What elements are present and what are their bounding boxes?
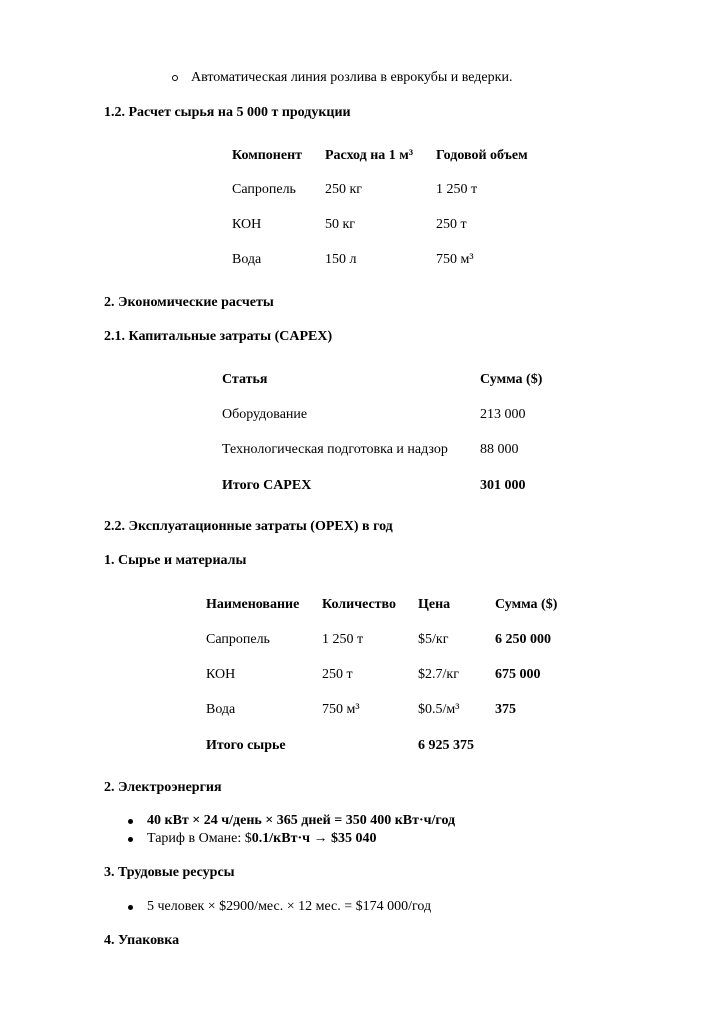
subheading-labor: 3. Трудовые ресурсы (104, 865, 235, 880)
table-header-cell: Статья (222, 372, 268, 387)
electricity-line-2 (147, 830, 377, 848)
table-cell: Вода (206, 702, 236, 717)
electricity-tariff-prefix: Тариф в Омане: $ (147, 831, 252, 846)
intro-bullet-text: Автоматическая линия розлива в еврокубы и ведерки. (191, 70, 513, 85)
table-cell: Оборудование (222, 407, 308, 422)
table-total-value: 6 925 375 (418, 738, 474, 753)
labor-line: 5 человек × $2900/мес. × 12 мес. = $174 000/год (147, 899, 432, 914)
bullet-icon (128, 905, 133, 910)
bullet-icon (128, 837, 133, 842)
table-cell: $5/кг (418, 632, 449, 647)
section-heading-2-1: 2.1. Капитальные затраты (CAPEX) (104, 329, 333, 344)
table-cell: Сапропель (206, 632, 270, 647)
table-cell: 750 м³ (436, 252, 474, 267)
subheading-packaging: 4. Упаковка (104, 933, 180, 948)
table-cell: Вода (232, 252, 262, 267)
table-cell: $2.7/кг (418, 667, 459, 682)
table-cell: Сапропель (232, 182, 296, 197)
table-cell: 750 м³ (322, 702, 360, 717)
table-cell: 150 л (325, 252, 357, 267)
table-total-label: Итого сырье (206, 738, 286, 753)
table-cell: 50 кг (325, 217, 356, 232)
table-header-cell: Компонент (232, 148, 303, 163)
table-header-cell: Сумма ($) (480, 372, 543, 387)
bullet-icon (128, 819, 133, 824)
table-header-cell: Количество (322, 597, 397, 612)
table-cell: 250 т (436, 217, 467, 232)
table-cell: 213 000 (480, 407, 526, 422)
table-cell: КОН (206, 667, 236, 682)
table-total-cell: Итого CAPEX (222, 478, 312, 493)
table-cell: 88 000 (480, 442, 519, 457)
table-cell: 1 250 т (436, 182, 478, 197)
table-cell: 675 000 (495, 667, 541, 682)
electricity-tariff-value: 0.1/кВт·ч → $35 040 (251, 831, 377, 846)
table-header-cell: Расход на 1 м³ (325, 148, 414, 163)
table-cell: Технологическая подготовка и надзор (222, 442, 448, 457)
section-heading-2: 2. Экономические расчеты (104, 295, 274, 310)
electricity-line-1: 40 кВт × 24 ч/день × 365 дней = 350 400 кВт·ч/год (147, 813, 456, 828)
table-header-cell: Годовой объем (436, 148, 528, 163)
table-cell: 1 250 т (322, 632, 364, 647)
subheading-materials: 1. Сырье и материалы (104, 553, 247, 568)
hollow-bullet-icon (172, 75, 178, 81)
table-cell: 250 кг (325, 182, 363, 197)
section-heading-1-2: 1.2. Расчет сырья на 5 000 т продукции (104, 105, 351, 120)
table-cell: $0.5/м³ (418, 702, 460, 717)
table-header-cell: Цена (418, 597, 451, 612)
table-cell: 6 250 000 (495, 632, 551, 647)
table-cell: КОН (232, 217, 262, 232)
table-cell: 250 т (322, 667, 353, 682)
table-header-cell: Сумма ($) (495, 597, 558, 612)
section-heading-2-2: 2.2. Эксплуатационные затраты (OPEX) в год (104, 519, 393, 534)
table-header-cell: Наименование (206, 597, 300, 612)
table-cell: 375 (495, 702, 516, 717)
subheading-electricity: 2. Электроэнергия (104, 780, 222, 795)
table-total-cell: 301 000 (480, 478, 526, 493)
